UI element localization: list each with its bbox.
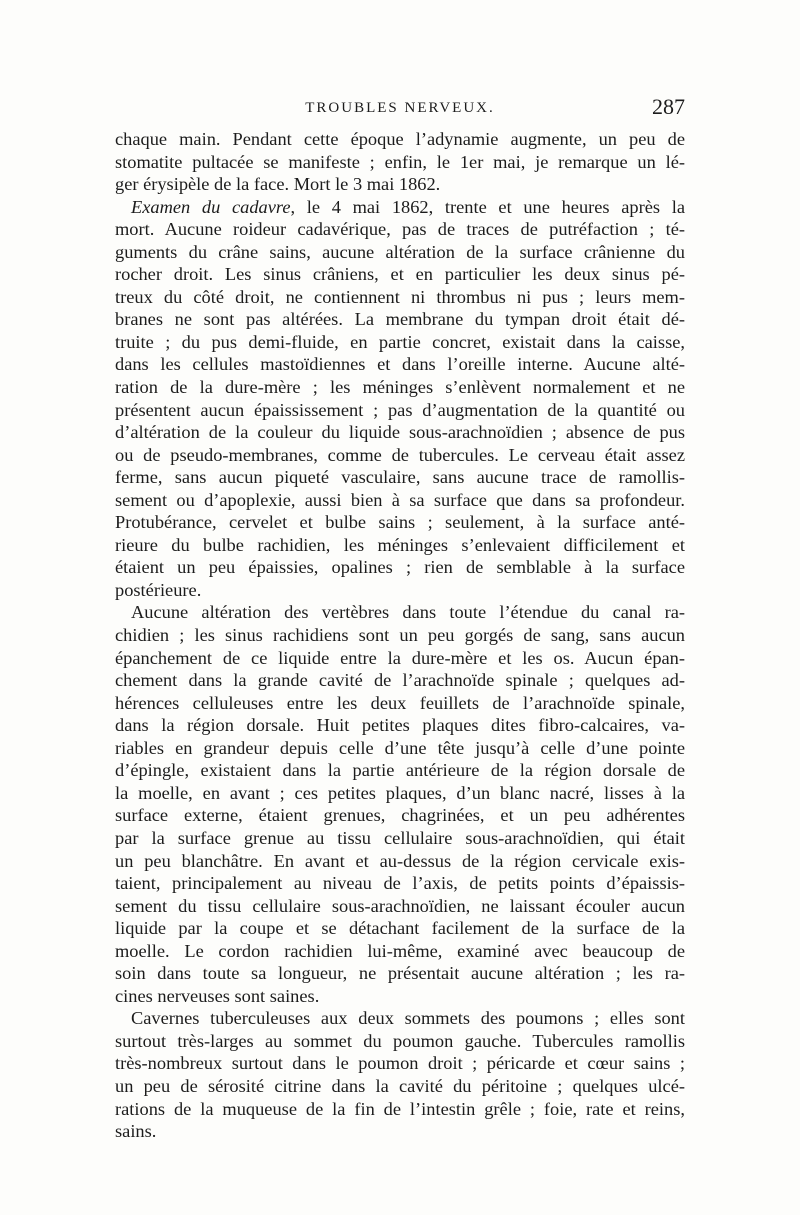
text-line: chaque main. Pendant cette époque l’adynamie augmente, un peu de: [115, 129, 685, 149]
text-line: chement dans la grande cavité de l’arachnoïde spinale ; quelques ad-: [115, 670, 685, 691]
text-line: liquide par la coupe et se détachant facilement de la surface de la: [115, 918, 685, 939]
text-line: riables en grandeur depuis celle d’une tête jusqu’à celle d’une pointe: [115, 737, 685, 758]
text-line: dans les cellules mastoïdiennes et dans l’oreille interne. Aucune alté-: [115, 354, 685, 375]
text-line: ger érysipèle de la face. Mort le 3 mai 1862.: [115, 174, 441, 195]
text-line: très-nombreux surtout dans le poumon droit ; péricarde et cœur sains ;: [115, 1053, 685, 1074]
text-line: d’altération de la couleur du liquide sous-arachnoïdien ; absence de pus: [115, 422, 685, 443]
text-line: chidien ; les sinus rachidiens sont un peu gorgés de sang, sans aucun: [115, 625, 685, 646]
text-line: d’épingle, existaient dans la partie antérieure de la région dorsale de: [115, 760, 685, 781]
italic-run-in-heading: Examen du cadavre: [131, 196, 291, 217]
text-line: ration de la dure-mère ; les méninges s’enlèvent normalement et ne: [115, 377, 685, 398]
text-line: soin dans toute sa longueur, ne présentait aucune altération ; les ra-: [115, 963, 685, 984]
text-line: treux du côté droit, ne contiennent ni thrombus ni pus ; leurs mem-: [115, 286, 685, 307]
text-line: ou de pseudo-membranes, comme de tubercules. Le cerveau était assez: [115, 444, 685, 465]
text-line: moelle. Le cordon rachidien lui-même, examiné avec beaucoup de: [115, 940, 685, 961]
text-line: mort. Aucune roideur cadavérique, pas de traces de putréfaction ; té-: [115, 219, 685, 240]
text-line: rocher droit. Les sinus crâniens, et en particulier les deux sinus pé-: [115, 264, 685, 285]
text-line: cines nerveuses sont saines.: [115, 985, 320, 1006]
running-title: TROUBLES NERVEUX.: [305, 100, 495, 116]
text-line: branes ne sont pas altérées. La membrane du tympan droit était dé-: [115, 309, 685, 330]
body-text: [115, 128, 685, 1143]
text-line: épanchement de ce liquide entre la dure-mère et les os. Aucun épan-: [115, 647, 685, 668]
text-line: guments du crâne sains, aucune altération de la surface crânienne du: [115, 241, 685, 262]
text-line: présentent aucun épaississement ; pas d’augmentation de la quantité ou: [115, 399, 685, 420]
text-line: Cavernes tuberculeuses aux deux sommets des poumons ; elles sont: [131, 1008, 685, 1029]
page-number: 287: [652, 94, 685, 119]
text-line: par la surface grenue au tissu cellulaire sous-arachnoïdien, qui était: [115, 827, 685, 848]
text-line: surface externe, étaient grenues, chagrinées, et un peu adhérentes: [115, 805, 685, 826]
text-line: un peu blanchâtre. En avant et au-dessus de la région cervicale exis-: [115, 850, 685, 871]
text-line: rieure du bulbe rachidien, les méninges s’enlevaient difficilement et: [115, 534, 685, 555]
text-line: surtout très-larges au sommet du poumon gauche. Tubercules ramollis: [115, 1030, 685, 1051]
text-line: rations de la muqueuse de la fin de l’intestin grêle ; foie, rate et reins,: [115, 1098, 685, 1119]
line-rest: , le 4 mai 1862, trente et une heures après la: [290, 196, 685, 217]
text-line: Protubérance, cervelet et bulbe sains ; seulement, à la surface anté-: [115, 512, 685, 533]
text-line: sement du tissu cellulaire sous-arachnoïdien, ne laissant écouler aucun: [115, 895, 685, 916]
text-line: un peu de sérosité citrine dans la cavité du péritoine ; quelques ulcé-: [115, 1075, 685, 1096]
text-line: dans la région dorsale. Huit petites plaques dites fibro-calcaires, va-: [115, 715, 685, 736]
text-line: hérences celluleuses entre les deux feuillets de l’arachnoïde spinale,: [115, 692, 685, 713]
text-line: Aucune altération des vertèbres dans toute l’étendue du canal ra-: [131, 602, 685, 623]
text-line: taient, principalement au niveau de l’axis, de petits points d’épaissis-: [115, 873, 685, 894]
text-line: postérieure.: [115, 579, 202, 600]
text-line: truite ; du pus demi-fluide, en partie concret, existait dans la caisse,: [115, 331, 685, 352]
text-line: sement ou d’apoplexie, aussi bien à sa surface que dans sa profondeur.: [115, 489, 685, 510]
text-line: étaient un peu épaissies, opalines ; rien de semblable à la surface: [115, 557, 685, 578]
text-line: [115, 196, 685, 219]
text-line: sains.: [115, 1121, 157, 1142]
text-line: la moelle, en avant ; ces petites plaques, d’un blanc nacré, lisses à la: [115, 782, 685, 803]
text-line: ferme, sans aucun piqueté vasculaire, sans aucune trace de ramollis-: [115, 467, 685, 488]
text-line: stomatite pultacée se manifeste ; enfin, le 1er mai, je remarque un lé-: [115, 151, 685, 172]
page-header: [115, 94, 685, 122]
